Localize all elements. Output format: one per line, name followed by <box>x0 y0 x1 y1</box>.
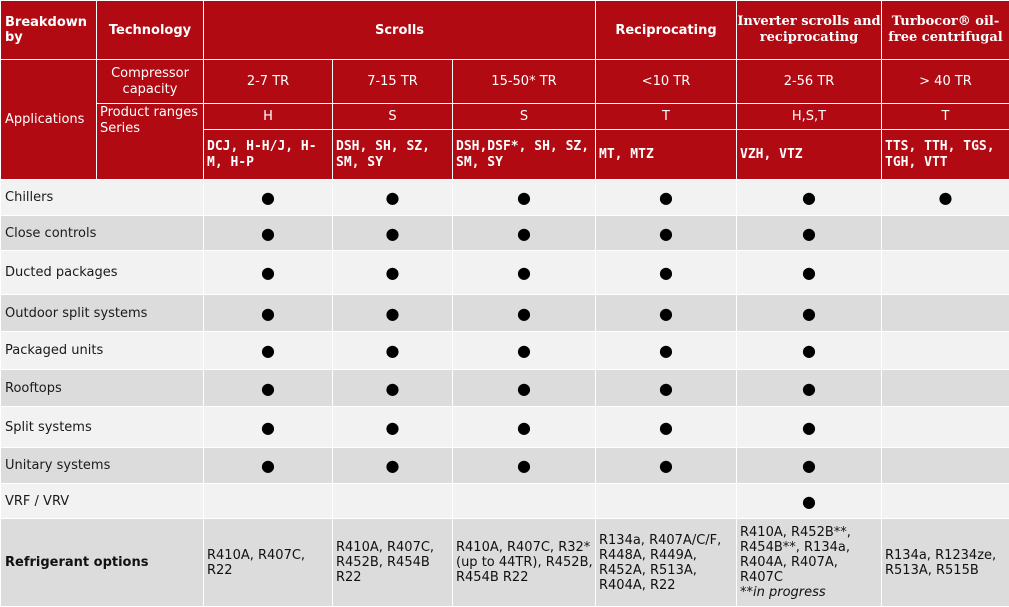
range-cell: H,S,T <box>737 104 882 130</box>
applications-label: Applications <box>1 60 97 180</box>
availability-dot: ● <box>596 216 737 251</box>
empty-cell <box>882 407 1009 448</box>
series-cell: DCJ, H-H/J, H-M, H-P <box>204 130 333 180</box>
availability-dot: ● <box>204 295 333 332</box>
refrigerant-cell: R410A, R407C, R452B, R454B R22 <box>333 519 453 607</box>
availability-dot: ● <box>453 448 596 484</box>
availability-dot: ● <box>596 448 737 484</box>
availability-dot: ● <box>333 370 453 407</box>
capacity-row <box>1 60 1009 104</box>
availability-dot: ● <box>204 180 333 216</box>
availability-dot: ● <box>453 180 596 216</box>
in-progress-note: **in progress <box>740 585 881 600</box>
availability-dot: ● <box>453 251 596 295</box>
empty-cell <box>596 484 737 519</box>
scrolls-header: Scrolls <box>204 1 596 60</box>
application-label: Split systems <box>1 407 204 448</box>
capacity-cell: 15-50* TR <box>453 60 596 104</box>
header-row <box>1 1 1009 60</box>
availability-dot: ● <box>737 180 882 216</box>
availability-dot: ● <box>596 295 737 332</box>
application-row <box>1 484 1009 519</box>
application-row <box>1 295 1009 332</box>
capacity-cell: <10 TR <box>596 60 737 104</box>
application-label: Unitary systems <box>1 448 204 484</box>
availability-dot: ● <box>596 251 737 295</box>
range-cell: T <box>882 104 1009 130</box>
series-cell: VZH, VTZ <box>737 130 882 180</box>
range-cell: T <box>596 104 737 130</box>
empty-cell <box>333 484 453 519</box>
series-cell: MT, MTZ <box>596 130 737 180</box>
availability-dot: ● <box>737 448 882 484</box>
application-row <box>1 251 1009 295</box>
availability-dot: ● <box>333 448 453 484</box>
application-row <box>1 370 1009 407</box>
application-label: Chillers <box>1 180 204 216</box>
breakdown-by-header: Breakdown by <box>1 1 97 60</box>
range-cell: H <box>204 104 333 130</box>
application-row <box>1 407 1009 448</box>
availability-dot: ● <box>737 295 882 332</box>
availability-dot: ● <box>737 332 882 370</box>
availability-dot: ● <box>333 216 453 251</box>
product-ranges-series-label <box>97 104 204 180</box>
availability-dot: ● <box>333 251 453 295</box>
inverter-header: Inverter scrolls and reciprocating <box>737 1 882 60</box>
application-label: Outdoor split systems <box>1 295 204 332</box>
availability-dot: ● <box>204 332 333 370</box>
availability-dot: ● <box>737 484 882 519</box>
availability-dot: ● <box>737 370 882 407</box>
availability-dot: ● <box>204 370 333 407</box>
application-row <box>1 180 1009 216</box>
availability-dot: ● <box>333 295 453 332</box>
capacity-cell: 2-7 TR <box>204 60 333 104</box>
refrigerant-cell: R410A, R407C, R22 <box>204 519 333 607</box>
application-label: Close controls <box>1 216 204 251</box>
empty-cell <box>882 295 1009 332</box>
empty-cell <box>204 484 333 519</box>
empty-cell <box>882 484 1009 519</box>
turbocor-header: Turbocor® oil-free centrifugal <box>882 1 1009 60</box>
refrigerant-row <box>1 519 1009 607</box>
availability-dot: ● <box>333 180 453 216</box>
capacity-cell: 2-56 TR <box>737 60 882 104</box>
availability-dot: ● <box>333 332 453 370</box>
availability-dot: ● <box>333 407 453 448</box>
availability-dot: ● <box>737 251 882 295</box>
refrigerant-cell <box>737 519 882 607</box>
product-ranges-label: Product ranges <box>100 105 203 121</box>
capacity-cell: 7-15 TR <box>333 60 453 104</box>
empty-cell <box>882 216 1009 251</box>
application-rows <box>1 180 1009 519</box>
empty-cell <box>882 251 1009 295</box>
application-row <box>1 448 1009 484</box>
availability-dot: ● <box>204 216 333 251</box>
series-label: Series <box>100 121 203 137</box>
availability-dot: ● <box>453 370 596 407</box>
refrigerant-inverter-values: R410A, R452B**, R454B**, R134a, R404A, R407A, R407C <box>740 525 881 585</box>
application-label: Packaged units <box>1 332 204 370</box>
empty-cell <box>882 370 1009 407</box>
application-label: Rooftops <box>1 370 204 407</box>
availability-dot: ● <box>596 407 737 448</box>
refrigerant-cell: R410A, R407C, R32* (up to 44TR), R452B, R454B R22 <box>453 519 596 607</box>
application-row <box>1 216 1009 251</box>
availability-dot: ● <box>204 448 333 484</box>
empty-cell <box>882 332 1009 370</box>
availability-dot: ● <box>204 251 333 295</box>
availability-dot: ● <box>596 370 737 407</box>
refrigerant-cell: R134a, R1234ze, R513A, R515B <box>882 519 1009 607</box>
availability-dot: ● <box>453 407 596 448</box>
range-cell: S <box>333 104 453 130</box>
empty-cell <box>882 448 1009 484</box>
application-label: VRF / VRV <box>1 484 204 519</box>
availability-dot: ● <box>737 216 882 251</box>
empty-cell <box>453 484 596 519</box>
refrigerant-label: Refrigerant options <box>1 519 204 607</box>
range-cell: S <box>453 104 596 130</box>
application-row <box>1 332 1009 370</box>
availability-dot: ● <box>453 295 596 332</box>
series-cell: TTS, TTH, TGS, TGH, VTT <box>882 130 1009 180</box>
refrigerant-cell: R134a, R407A/C/F, R448A, R449A, R452A, R513A, R404A, R22 <box>596 519 737 607</box>
availability-dot: ● <box>882 180 1009 216</box>
availability-dot: ● <box>204 407 333 448</box>
availability-dot: ● <box>596 332 737 370</box>
availability-dot: ● <box>737 407 882 448</box>
availability-dot: ● <box>453 216 596 251</box>
compressor-capacity-label: Compressor capacity <box>97 60 204 104</box>
availability-dot: ● <box>596 180 737 216</box>
series-cell: DSH,DSF*, SH, SZ, SM, SY <box>453 130 596 180</box>
capacity-cell: > 40 TR <box>882 60 1009 104</box>
reciprocating-header: Reciprocating <box>596 1 737 60</box>
application-label: Ducted packages <box>1 251 204 295</box>
product-ranges-row <box>1 104 1009 130</box>
technology-header: Technology <box>97 1 204 60</box>
series-cell: DSH, SH, SZ, SM, SY <box>333 130 453 180</box>
availability-dot: ● <box>453 332 596 370</box>
